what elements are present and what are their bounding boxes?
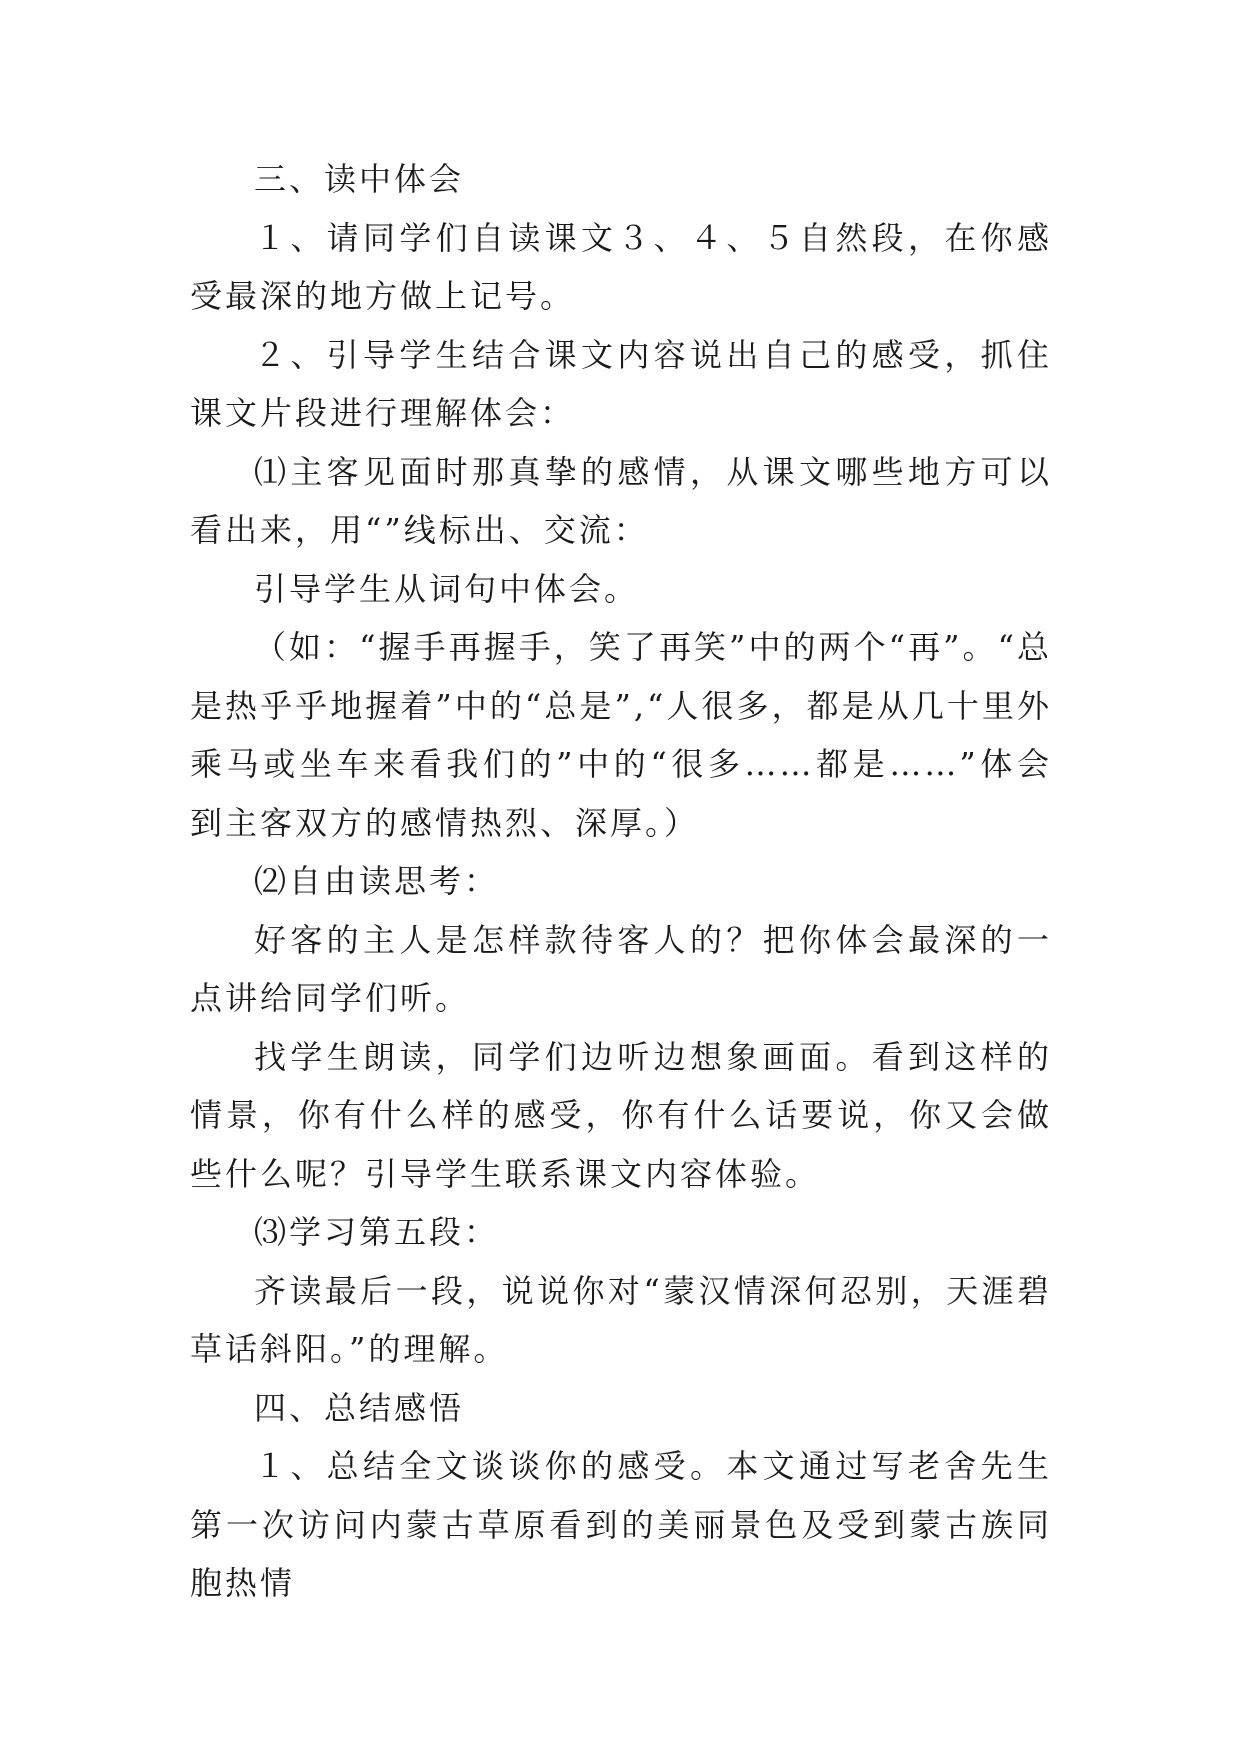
paragraph-reading-aloud: 找学生朗读，同学们边听边想象画面。看到这样的情景，你有什么样的感受，你有什么话要说，你又会做些什么呢？引导学生联系课文内容体验。 — [190, 1037, 1052, 1193]
paragraph-example: （如：“握手再握手，笑了再笑”中的两个“再”。“总是热乎乎地握着”中的“总是”,“人很多，都是从几十里外乘马或坐车来看我们的”中的“很多……都是……”体会到主客双方的感情热烈、深厚。） — [190, 628, 1052, 842]
document-page — [190, 150, 1052, 1613]
paragraph-summary-1: １、总结全文谈谈你的感受。本文通过写老舍先生第一次访问内蒙古草原看到的美丽景色及受到蒙古族同胞热情 — [190, 1447, 1052, 1602]
paragraph-item-1: ⑴主客见面时那真挚的感情，从课文哪些地方可以看出来，用“”线标出、交流： — [190, 452, 1052, 549]
paragraph-item-3: ⑶学习第五段： — [254, 1213, 500, 1251]
paragraph-item-2: ⑵自由读思考： — [254, 862, 500, 900]
paragraph-question: 好客的主人是怎样款待客人的？把你体会最深的一点讲给同学们听。 — [190, 920, 1052, 1017]
section-heading-summary: 四、总结感悟 — [254, 1388, 465, 1427]
paragraph-last-section: 齐读最后一段，说说你对“蒙汉情深何忍别，天涯碧草话斜阳。”的理解。 — [190, 1271, 1052, 1368]
paragraph-step-2: ２、引导学生结合课文内容说出自己的感受，抓住课文片段进行理解体会： — [190, 335, 1052, 432]
section-heading-reading: 三、读中体会 — [254, 160, 465, 198]
paragraph-step-1: １、请同学们自读课文３、４、５自然段，在你感受最深的地方做上记号。 — [190, 218, 1052, 315]
paragraph-guide: 引导学生从词句中体会。 — [254, 569, 640, 608]
